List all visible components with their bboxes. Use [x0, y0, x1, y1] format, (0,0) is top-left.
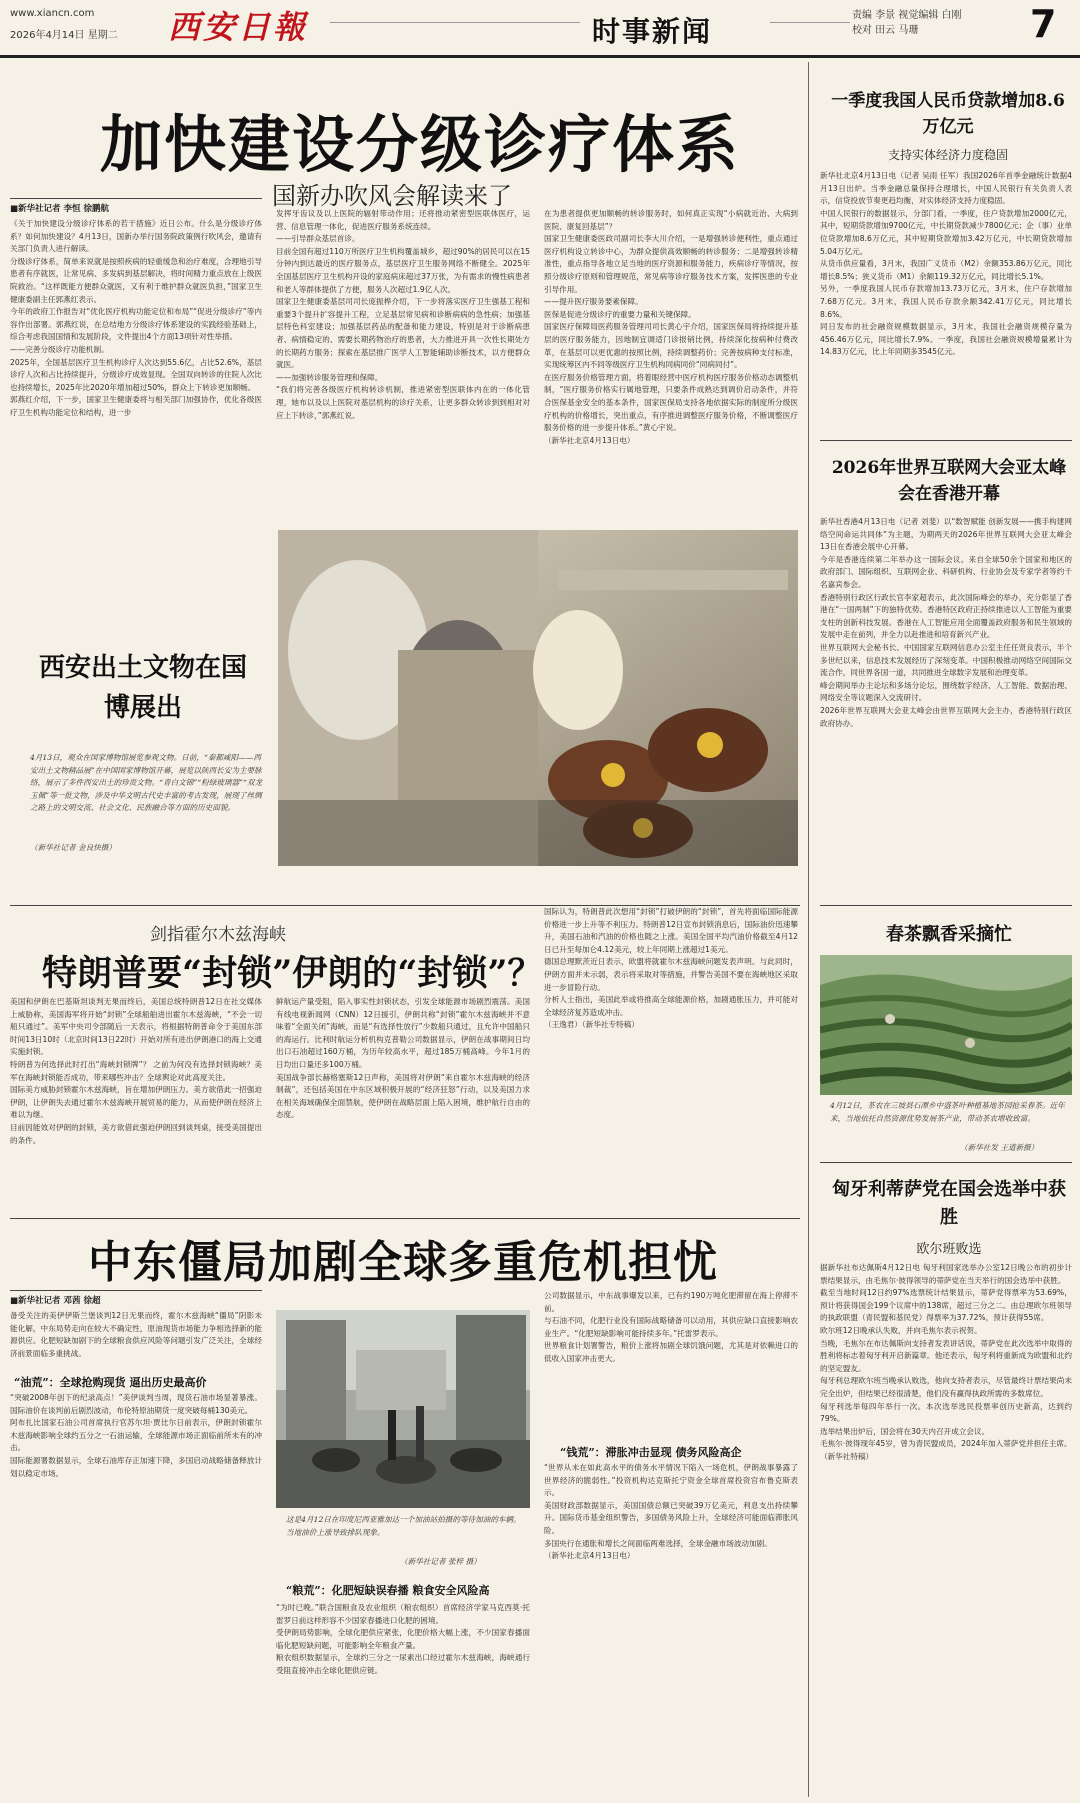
right-column-rule: [808, 62, 809, 1797]
mideast-photo: [276, 1310, 530, 1508]
tea-photo-image: [820, 955, 1072, 1095]
hormuz-headline: 特朗普要“封锁”伊朗的“封锁”？: [42, 953, 543, 994]
tea-caption: 4月12日，茶农在三坡县石潭乡中盛茶叶种植基地茶园抢采春茶。近年来，当地依托自然资源优势发展茶产业，带动茶农增收致富。: [830, 1101, 1065, 1123]
lead-byline: ■新华社记者 李恒 徐鹏航: [10, 204, 109, 214]
masthead-rule-left: [330, 22, 580, 23]
mideast-column-3: 公司数据显示，中东战事爆发以来，已有约190万吨化肥滞留在海上停滞不前。 与石油不同，化肥行业没有国际战略储备可以动用，其供应缺口直接影响农业生产。“化肥短缺影响可能持续多年。”托雷罗表示。 世界粮食计划署警告，粮价上涨将加剧全球饥饿问题，尤其是对依赖进口的低收入国家冲击更大。: [544, 1291, 798, 1363]
mideast-intro: 备受关注的美伊伊斯兰堡谈判12日无果而终，霍尔木兹海峡“僵局”阴影未能化解，中东局势走向在较大不确定性，原油现货市场能力争相选择新的能源供应。化肥短缺加剧下的全球粮食供应风险等问题引发广泛关注，全球经济前景面临多重挑战。: [10, 1311, 262, 1358]
relic-photo-credit: （新华社记者 金良快摄）: [30, 843, 116, 852]
mideast-photo-credit: （新华社记者 张梓 摄）: [400, 1557, 481, 1566]
section-title: 时事新闻: [592, 15, 713, 48]
section-divider-2: [10, 1218, 800, 1219]
mideast-headline: 中东僵局加剧全球多重危机担忧: [88, 1237, 718, 1288]
hormuz-column-1: 美国和伊朗在巴基斯坦谈判无果而终后，美国总统特朗普12日在社交媒体上威胁称，美国海军将开始“封锁”全球船舶进出霍尔木兹海峡，“不会一切船只通过”。美军中央司令部随后一天表示，将根据特朗普命令于美国东部时间13日10时（北京时间13日22时）开始对所有进出伊朗港口的海上交通实施封锁。 特朗普为何选择此时打出“海峡封锁牌”？ 之前为何没有选择封锁海峡？美军在海峡封锁能否成功，带来哪些冲击？全球舆论对此高度关注。 国际美方威胁封锁霍尔木兹海峡，旨在增加伊朗压力。美方欲借此一招强迫伊朗，让伊朗失去通过霍尔木兹海峡开展贸易的能力，从而使伊朗在经济上难以为继。 目前因能效对伊朗的封锁，美方欲借此强迫伊朗回到谈判桌，接受美国提出的条件。: [10, 997, 262, 1145]
hungary-subhead: 欧尔班败选: [916, 1242, 982, 1257]
lead-byline-rule: [10, 198, 262, 199]
hormuz-kicker: 剑指霍尔木兹海峡: [150, 925, 286, 945]
mideast-column-2: “为时已晚。”联合国粮食及农业组织（粮农组织）首席经济学家马克西莫·托雷罗日前这样形容不少国家春播进口化肥的困境。 受伊朗局势影响，全球化肥供应紧张，化肥价格大幅上涨，不少国家春播面临化肥短缺问题，可能影响全年粮食产量。 粮农组织数据显示，全球约三分之一尿素出口经过霍尔木兹海峡，海峡通行受阻直接冲击全球化肥供应链。: [276, 1603, 530, 1675]
mideast-subhead-oil: “油荒”：全球抢购现货 逼出历史最高价: [14, 1376, 207, 1389]
mideast-byline-rule: [10, 1290, 262, 1291]
masthead-rule: [0, 55, 1080, 58]
editors-credit: [852, 8, 962, 38]
right-divider-2: [820, 905, 1072, 906]
masthead: [0, 0, 1080, 58]
site-url[interactable]: www.xiancn.com: [10, 8, 95, 19]
relic-caption: 4月13日，观众在国家博物馆展览参观文物。日前，“秦都咸阳——西安出土文物精品展”在中国国家博物馆开幕，展览以陕西长安为主要脉络，展示了多件西安出土的珍贵文物。“青白文锦”“粉绿玻璃器”“双龙玉佩”等一批文物，涉及中华文明古代史丰富的考古发现，展现了丝绸之路上的文明交流、社会文化、民族融合等方面的历史面貌。: [30, 753, 263, 813]
mideast-subhead-grain: “粮荒”：化肥短缺误春播 粮食安全风险高: [286, 1584, 490, 1597]
hormuz-column-2: 鲜航运产量受阻，陷入事实性封锁状态，引发全球能源市场剧烈震荡。美国有线电视新闻网（CNN）12日援引，伊朗共称“封锁”霍尔木兹海峡并不意味着“全面关闭”海峡，而是“有选择性放行”少数船只通过，且允许中国船只的海运行。比利时航运分析机构克普勒公司数据显示，伊朗在战事期间日均出口石油超过160万桶，为历年较高水平，超过185万桶高峰。今年1月的日均出口量还多100万桶。 美国战争部长赫格塞斯12日声称，美国将对伊朗“来自霍尔木兹海峡的经济制裁”，还包括美国在中东区域积极开展的“经济狂怒”行动，以及美国力求在相关海域确保全面禁航，使伊朗在战略层面上陷入困境，维护航行自由的态度。: [276, 997, 530, 1120]
lead-column-3: 在为患者提供更加顺畅的转诊服务时，如何真正实现“小病就近治、大病到医院、康复回基层”？ 国家卫生健康委医政司副司长李大川介绍，一是增强转诊便利性，重点通过医疗机构设立转诊中心，为群众提供高效顺畅的转诊服务；二是增强转诊精准性，重点指导各地立足当地的医疗资源和服务能力，疾病诊疗等情况，按照分级诊疗原则和管理规范，常见病等诊疗服务技术方案，发挥医患的专业引导作用。 ——提升医疗服务要素保障。 医保是促进分级诊疗的重要力量和关键保障。 国家医疗保障局医药服务管理司司长黄心宇介绍，国家医保局将持续提升基层的医疗服务能力，因地制宜调适门诊报销比例，持续深化按病种付费改革，在基层可以更优惠的按照比例，持续调整药价；完善按病种支付标准，实现统筹区内不同等级医疗卫生机构同病同价“同病同付”。 在医疗服务价格管理方面，将着眼经营中医疗机构医疗服务价格动态调整机制，“医疗服务价格实行属地管理，只要条件成熟达到调价启动条件，并符合医保基金安全的基本条件，国家医保局支持各地依据实际的制度所分级医疗机构的价格增长，突出重点，有序推进调整医疗服务价格，不断调整医疗服务价格的进一步提升体系。”黄心宇说。 （新华社北京4月13日电）: [544, 209, 798, 445]
tea-headline: 春茶飘香采摘忙: [886, 924, 1012, 945]
issue-date: 2026年4月14日 星期二: [10, 30, 118, 41]
tea-photo-credit: （新华社发 王道新摄）: [960, 1143, 1039, 1152]
hungary-headline: 匈牙利蒂萨党在国会选举中获胜: [832, 1179, 1066, 1228]
mideast-subhead-debt: “钱荒”：滞胀冲击显现 债务风险高企: [560, 1446, 742, 1459]
loans-headline: 一季度我国人民币贷款增加8.6万亿元: [831, 91, 1065, 137]
lead-column-2: 发挥牙齿议及以上医院的辐射带动作用；还将推动紧密型医联体医疗，运营、信息管理一体化，促进医疗服务系统连续。 ——引导群众基层首诊。 目前全国有超过110万所医疗卫生机构覆盖城乡，超过90%的居民可以在15分钟内到达最近的医疗服务点，基层医疗卫生服务网络不断健全。2025年全国基层医疗卫生机构开设的家庭病床超过37万张，为有需求的慢性病患者和老人等群体提供了方便，服务人次超过1.9亿人次。 国家卫生健康委基层司司长庞振桦介绍，下一步将落实医疗卫生强基工程和重要3个提升扩容提升工程，立足基层常见病和诊断病病的急性病；加强基层特色科室建设；加强基层药品的配备和能力建设，特别是对于诊断病患者、病情稳定的、需要长期药物治疗的患者，大力推进开具一次性长期处方的长期药方服务；探索在基层推广医学人工智能辅助诊断技术，以方便群众就医。 ——加强转诊服务管理和保障。 “我们将完善各级医疗机构转诊机制，推进紧密型医联体内在的一体化管理，她布以及以上医院对基层机构的诊疗关系，让更多群众转诊到到相对对应上下转诊，”郭燕红说。: [276, 209, 530, 420]
right-divider-1: [820, 440, 1072, 441]
relic-photo: [278, 530, 798, 866]
mideast-photo-caption: 这是4月12日在印度尼西亚雅加达一个加油站拍摄的等待加油的车辆。当地油价上涨导致排队现象。: [286, 1515, 521, 1537]
right-divider-3: [820, 1162, 1072, 1163]
mideast-column-1: “突破2008年创下的纪录高点！”美伊谈判当周，现货石油市场显著暴涨。国际油价在谈判前后剧烈波动，布伦特原油期货一度突破每桶130美元。 阿布扎比国家石油公司首席执行官苏尔坦·贾比尔日前表示，伊朗封锁霍尔木兹海峡影响全球约五分之一石油运输，全球能源市场正面临前所未有的冲击。 国际能源署数据显示，全球石油库存正加速下降，多国启动战略储备释放计划以稳定市场。: [10, 1393, 262, 1478]
internet-body: 新华社香港4月13日电（记者 刘斐）以“数智赋能 创新发展——携手构建网络空间命运共同体”为主题，为期两天的2026年世界互联网大会亚太峰会13日在香港会展中心开幕。 今年是香港连续第二年举办这一国际会议。来自全球50余个国家和地区的政府部门、国际组织、互联网企业、科研机构、行业协会及专家学者等约千名嘉宾参会。 香港特别行政区行政长官李家超表示，此次国际峰会的举办，充分彰显了香港在“一国两制”下的独特优势。香港特区政府正持续推进以人工智能为重要支柱的创新科技发展。香港在人工智能应用全面覆盖政府服务和民生领域的发展中走在前列，并全力以赴推进和培育新兴产业。 世界互联网大会秘书长、中国国家互联网信息办公室主任任贤良表示，半个多世纪以来，信息技术发展经历了深刻变革。中国积极推动网络空间国际交流合作，同世界各国一道，共同推进全球数字发展和治理变革。 峰会期间举办主论坛和多场分论坛，围绕数字经济、人工智能、数据治理、网络安全等议题深入交流研讨。 2026年世界互联网大会亚太峰会由世界互联网大会主办，香港特别行政区政府协办。: [820, 517, 1072, 728]
hungary-body: 据新华社布达佩斯4月12日电 匈牙利国家选举办公室12日晚公布的初步计票结果显示，由毛焦尔·彼得领导的蒂萨党在当天举行的国会选举中获胜。 截至当地时间12日约97%选票统计结果显示，蒂萨党得票率为53.69%，预计将获得国会199个议席中的138席，超过三分之二。由总理欧尔班领导的执政联盟（青民盟和基民党）得票率为37.72%，预计获得55席。 欧尔班12日晚承认失败，并向毛焦尔表示祝贺。 当晚，毛焦尔在布达佩斯向支持者发表讲话说，蒂萨党在此次选举中取得的胜利将标志着匈牙利开启新篇章。他还表示，匈牙利将重新成为欧盟和北约的坚定盟友。 匈牙利总理欧尔班当晚承认败选，他向支持者表示，尽管最终计票结果尚未完全出炉，但结果已经很清楚，他们没有赢得执政所需的多数席位。 匈牙利选举每四年举行一次。本次选举选民投票率创历史新高，达到约79%。 选举结果出炉后，国会将在30天内召开成立会议。 毛焦尔·彼得现年45岁，曾为青民盟成员，2024年加入蒂萨党并担任主席。 （新华社特稿）: [820, 1263, 1072, 1461]
paper-logo: 西安日報: [168, 8, 309, 46]
relic-headline: 西安出土文物在国博展出: [38, 653, 247, 723]
mideast-column-4: “世界从未在如此高水平的债务水平情况下陷入一场危机，伊朗战事暴露了世界经济的脆弱性。”投资机构达克斯托宁资金全球首席投资官布鲁克斯表示。 美国财政部数据显示，美国国债总额已突破39万亿美元，利息支出持续攀升。国际货币基金组织警告，多国债务风险上升，全球经济可能面临滞胀风险。 多国央行在通胀和增长之间面临两难选择，全球金融市场波动加剧。 （新华社北京4月13日电）: [544, 1463, 798, 1561]
mideast-photo-image: [276, 1310, 530, 1508]
masthead-rule-right: [770, 22, 850, 23]
editors-line: 责编 李景 视觉编辑 白刚: [852, 10, 962, 21]
page-number: 7: [1030, 2, 1057, 46]
relic-photo-image: [278, 530, 798, 866]
proofreaders-line: 校对 田云 马珊: [852, 25, 919, 36]
internet-headline: 2026年世界互联网大会亚太峰会在香港开幕: [831, 458, 1067, 504]
loans-body: 新华社北京4月13日电（记者 吴雨 任军）我国2026年首季金融统计数据4月13日出炉。当季金融总量保持合理增长，中国人民银行有关负责人表示，信贷投放节奏更趋均衡，对实体经济支持力度稳固。 中国人民银行的数据显示，分部门看，一季度，住户贷款增加2000亿元，其中，短期贷款增加9700亿元，中长期贷款减少7800亿元；企（事）业单位贷款增加8.6万亿元，其中短期贷款增加3.42万亿元，中长期贷款增加5.04万亿元。 从货币供应量看，3月末，我国广义货币（M2）余额353.86万亿元，同比增长8.5%；狭义货币（M1）余额119.32万亿元，同比增长5.1%。 另外，一季度我国人民币存款增加13.73万亿元，3月末，住户存款增加7.68万亿元。3月末，我国人民币存款余额342.41万亿元，同比增长8.6%。 同日发布的社会融资规模数据显示，3月末，我国社会融资规模存量为456.46万亿元，同比增长7.9%。一季度，我国社会融资规模增量累计为14.83万亿元，比上年同期多3545亿元。: [820, 171, 1072, 357]
tea-photo: [820, 955, 1072, 1095]
mideast-byline: ■新华社记者 邓茜 徐超: [10, 1296, 101, 1306]
loans-subhead: 支持实体经济力度稳固: [887, 148, 1008, 162]
hormuz-column-3: 国际认为，特朗普此次想用“封锁”打破伊朗的“封锁”，首先将面临国际能源价格进一步上升等不利压力。特朗普12日宣布封锁消息后，国际油价迅速攀升，美国石油和汽油的价格也随之上涨。美国全国平均汽油价格截至4月12日已升至每加仑4.12美元，较上年同期上涨超过1美元。 德国总理默茨近日表示，欧盟将就霍尔木兹海峡问题发表声明。与此同时，伊朗方面并未示弱，表示将采取对等措施，并警告美国不要在海峡地区采取进一步冒险行动。 分析人士指出，美国此举或将推高全球能源价格，加剧通胀压力，并可能对全球经济复苏造成冲击。 （王逸君）（新华社专特稿）: [544, 907, 798, 1030]
lead-column-1: 《关于加快建设分级诊疗体系的若干措施》近日公布。什么是分级诊疗体系？如何加快建设？4月13日，国新办举行国务院政策例行吹风会，邀请有关部门负责人进行解读。 分级诊疗体系，简单来说就是按照疾病的轻重缓急和治疗难度，合理地引导患者有序就医，让常见病、多发病到基层解决，将时间精力重点放在上级医院救治。“这样既能方便群众就医，又有利于维护群众就医负担，”国家卫生健康委副主任郭燕红表示。 今年的政府工作报告对“优化医疗机构功能定位和布局”“促进分级诊疗”等内容作出部署。郭燕红说，在总结地方分级诊疗体系建设的实践经验基础上，综合考虑我国国情和发展阶段，文件提出4个方面13项针对性举措。 ——完善分级诊疗功能机制。 2025年，全国基层医疗卫生机构诊疗人次达到55.6亿，占比52.6%，基层诊疗人次和占比持续提升，分级诊疗成效显现。全国双向转诊的住院人次比也持续增长，2025年比2020年增加超过50%，群众上下转诊更加顺畅。 郭燕红介绍，下一步，国家卫生健康委将与相关部门加强协作，优化各级医疗卫生机构功能定位和结构，进一步: [10, 219, 262, 417]
lead-subhead: 国新办吹风会解读来了: [272, 182, 512, 210]
lead-headline: 加快建设分级诊疗体系: [100, 108, 741, 181]
